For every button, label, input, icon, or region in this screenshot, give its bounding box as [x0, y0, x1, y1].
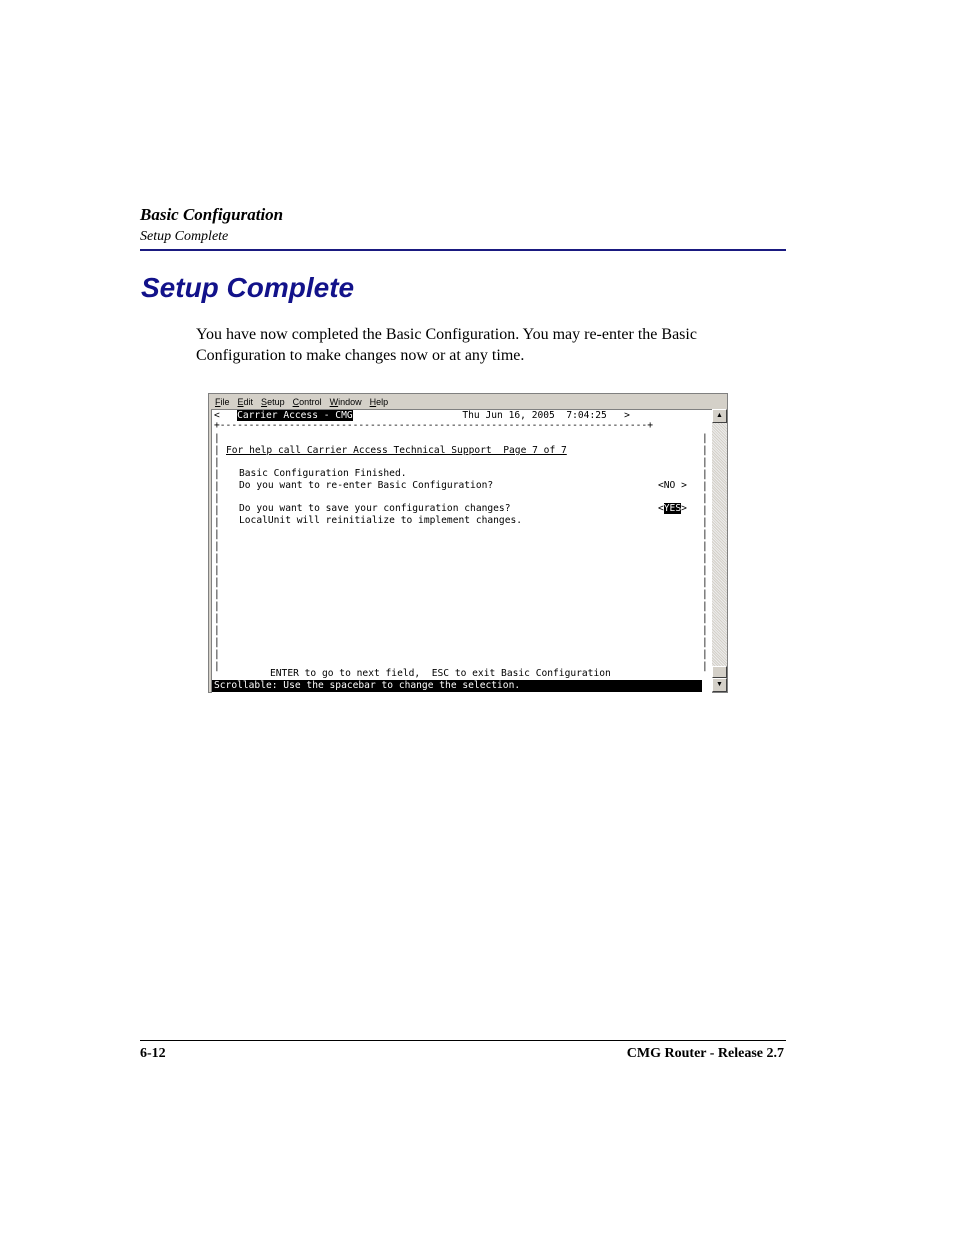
vertical-scrollbar[interactable]	[712, 409, 727, 692]
terminal-border-left: |	[214, 613, 220, 624]
save-field[interactable]: <YES>	[658, 503, 687, 514]
terminal-border-left: |	[214, 637, 220, 648]
menu-edit[interactable]: Edit	[237, 397, 254, 407]
help-line: For help call Carrier Access Technical Support Page 7 of 7	[226, 445, 567, 456]
intro-paragraph: You have now completed the Basic Configuration. You may re-enter the Basic Configuration to make changes now or at any time.	[196, 326, 697, 364]
header-rule	[140, 249, 786, 251]
status-bar	[212, 680, 702, 692]
terminal-border-right: |	[702, 601, 708, 612]
terminal-border-left: |	[214, 541, 220, 552]
terminal-border-right: |	[702, 469, 708, 480]
terminal-border-right: |	[702, 553, 708, 564]
navigation-hint: ENTER to go to next field, ESC to exit Basic Configuration	[270, 668, 611, 679]
terminal-border-left: |	[214, 469, 220, 480]
menu-help[interactable]: Help	[369, 397, 389, 407]
terminal-border-right: |	[702, 649, 708, 660]
save-question: Do you want to save your configuration changes?	[239, 503, 511, 514]
terminal-border-right: |	[702, 517, 708, 528]
footer-rule	[140, 1040, 786, 1041]
terminal-border-left: |	[214, 565, 220, 576]
terminal-border-right: |	[702, 541, 708, 552]
terminal-border-left: |	[214, 577, 220, 588]
terminal-screen	[211, 409, 712, 693]
running-header-chapter: Basic Configuration	[140, 205, 284, 224]
terminal-border-left: |	[214, 601, 220, 612]
terminal-datetime: Thu Jun 16, 2005 7:04:25 >	[352, 410, 630, 421]
status-text: Scrollable: Use the spacebar to change the selection.	[214, 680, 521, 691]
menu-window[interactable]: Window	[329, 397, 362, 407]
terminal-border-left: |	[214, 589, 220, 600]
scroll-up-arrow-icon[interactable]: ▲	[712, 409, 727, 423]
terminal-border-left: |	[214, 553, 220, 564]
page-title: Setup Complete	[141, 272, 355, 303]
terminal-border-right: |	[702, 529, 708, 540]
terminal-menubar	[211, 395, 725, 409]
save-field-value: YES	[663, 503, 682, 514]
terminal-border-left: |	[214, 625, 220, 636]
terminal-border-right: |	[702, 613, 708, 624]
running-header-section: Setup Complete	[140, 229, 229, 244]
terminal-border-right: |	[702, 661, 708, 672]
terminal-border-right: |	[702, 481, 708, 492]
product-release: CMG Router - Release 2.7	[626, 1046, 784, 1061]
terminal-border-left: |	[214, 529, 220, 540]
scroll-thumb[interactable]	[712, 666, 727, 678]
terminal-border-left: |	[214, 433, 220, 444]
reinit-note: LocalUnit will reinitialize to implement changes.	[239, 515, 523, 526]
terminal-border-right: |	[702, 637, 708, 648]
terminal-border-right: |	[702, 493, 708, 504]
terminal-border-left: |	[214, 457, 220, 468]
terminal-border-left: |	[214, 445, 220, 456]
terminal-border-right: |	[702, 445, 708, 456]
terminal-border-left: |	[214, 649, 220, 660]
reenter-field[interactable]: <NO >	[658, 480, 687, 491]
terminal-border-right: |	[702, 457, 708, 468]
terminal-border-right: |	[702, 433, 708, 444]
page-number: 6-12	[140, 1046, 166, 1061]
terminal-border-left: |	[214, 493, 220, 504]
terminal-border-right: |	[702, 625, 708, 636]
menu-file[interactable]: File	[215, 397, 230, 407]
terminal-title-line: < Carrier Access - CMG Thu Jun 16, 2005 7:04:25 >	[214, 410, 630, 421]
reenter-question: Do you want to re-enter Basic Configuration?	[239, 480, 494, 491]
menu-control[interactable]: Control	[292, 397, 322, 407]
terminal-border-left: |	[214, 661, 220, 672]
terminal-title: Carrier Access - CMG	[237, 410, 353, 421]
terminal-border-left: |	[214, 517, 220, 528]
menu-setup[interactable]: Setup	[261, 397, 285, 407]
scroll-down-arrow-icon[interactable]: ▼	[712, 678, 727, 692]
terminal-border-right: |	[702, 577, 708, 588]
terminal-window-screenshot	[208, 393, 728, 693]
terminal-border-left: |	[214, 481, 220, 492]
finished-message: Basic Configuration Finished.	[239, 468, 407, 479]
terminal-border-left: |	[214, 505, 220, 516]
terminal-border-right: |	[702, 505, 708, 516]
terminal-separator: +--------------------------------------------------------------------------+	[214, 420, 653, 431]
terminal-border-right: |	[702, 565, 708, 576]
terminal-border-right: |	[702, 589, 708, 600]
